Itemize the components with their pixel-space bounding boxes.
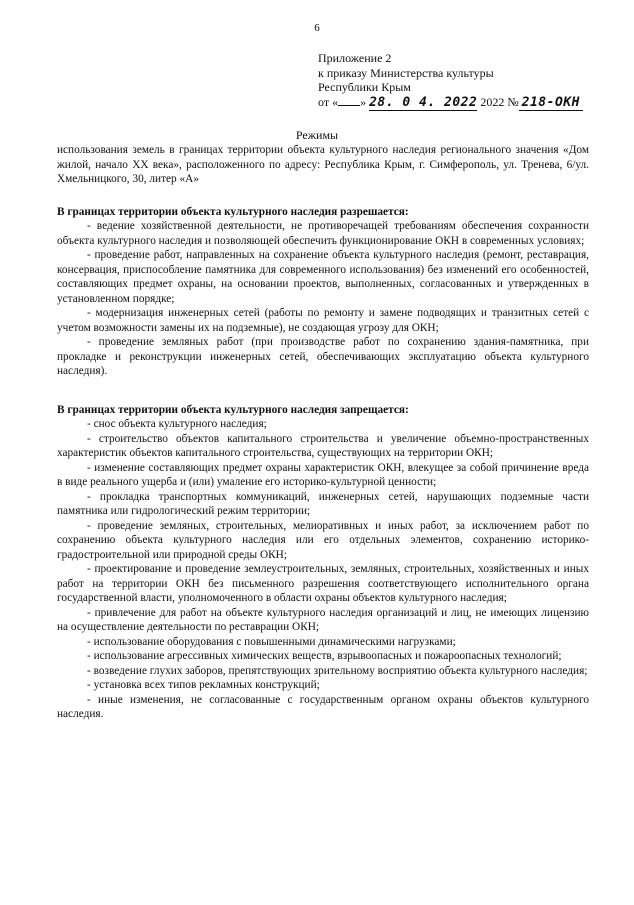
intro-paragraph: использования земель в границах территории объекта культурного наследия регионального значения «Дом жилой, начало XX века», расположенного по адресу: Республика Крым, г. Симферополь, ул. Тренева, 6/ул. Хмельницкого, 30, литер «А» <box>57 144 589 185</box>
page-number: 6 <box>314 22 320 34</box>
allowed-list <box>57 219 589 379</box>
forbidden-item: - возведение глухих заборов, препятствующих зрительному восприятию объекта культурного наследия; <box>87 664 588 677</box>
allowed-item: - ведение хозяйственной деятельности, не противоречащей требованиям обеспечения сохранности объекта культурного наследия и позволяющей обеспечить функционирование ОКН в современных условиях; <box>57 220 589 247</box>
document-title: Режимы <box>295 128 339 142</box>
handwritten-date: 28. 0 4. 2022 <box>369 94 478 110</box>
date-mid: » <box>360 94 367 109</box>
allowed-item: - проведение работ, направленных на сохранение объекта культурного наследия (ремонт, реставрация, консервация, приспособление памятника для современного использования) без изменений его особенностей, составляющих предмет охраны, на основании проектов, выполненных, согласованных и утвержденных в установленном порядке; <box>57 249 589 305</box>
forbidden-item: - привлечение для работ на объекте культурного наследия организаций и лиц, не имеющих лицензию на осуществление деятельности по реставрации ОКН; <box>57 606 589 633</box>
forbidden-item: - строительство объектов капитального строительства и увеличение объемно-пространственных характеристик объектов капитального строительства, существующих на территории ОКН; <box>57 432 589 459</box>
document-body <box>57 143 589 722</box>
appendix-title: Приложение 2 <box>318 51 392 65</box>
appendix-date-line <box>318 95 583 112</box>
handwritten-number: 218-ОКН <box>519 96 583 112</box>
date-prefix: от « <box>318 94 339 109</box>
appendix-order: к приказу Министерства культуры <box>318 65 494 80</box>
forbidden-item: - проектирование и проведение землеустроительных, земляных, строительных, хозяйственных и иных работ на территории ОКН без письменного разрешения соответствующего исполнительного органа государственной власти, уполномоченного в области охраны объектов культурного наследия; <box>57 563 589 604</box>
appendix-republic: Республики Крым <box>318 80 411 94</box>
forbidden-item: - установка всех типов рекламных конструкций; <box>87 679 320 691</box>
allowed-item: - модернизация инженерных сетей (работы по ремонту и замене подводящих и транзитных сетей с учетом возможности замены их на подземные), не создающая угрозу для ОКН; <box>57 307 589 334</box>
forbidden-item: - изменение составляющих предмет охраны характеристик ОКН, влекущее за собой причинение вреда в виде реального ущерба и (или) умаление его историко-культурной ценности; <box>57 461 589 488</box>
forbidden-item: - иные изменения, не согласованные с государственным органом охраны объектов культурного наследия. <box>57 693 589 720</box>
appendix-block <box>318 51 583 111</box>
forbidden-item: - использование оборудования с повышенными динамическими нагрузками; <box>87 635 456 648</box>
forbidden-item: - прокладка транспортных коммуникаций, инженерных сетей, нарушающих подземные части памятника или гидрологический режим территории; <box>57 490 589 517</box>
allowed-item: - проведение земляных работ (при производстве работ по сохранению здания-памятника, при прокладке и реконструкции инженерных сетей, обеспечивающих эксплуатацию объекта культурного наследия). <box>57 336 589 377</box>
year-number: 2022 № <box>480 94 519 109</box>
forbidden-list <box>57 417 589 722</box>
forbidden-item: - использование агрессивных химических веществ, взрывоопасных и пожароопасных технологий; <box>87 650 562 662</box>
forbidden-header: В границах территории объекта культурного наследия запрещается: <box>57 403 409 416</box>
allowed-header: В границах территории объекта культурного наследия разрешается: <box>57 205 409 218</box>
day-blank <box>338 105 360 106</box>
forbidden-item: - проведение земляных, строительных, мелиоративных и иных работ, за исключением работ по сохранению объекта культурного наследия или его отдельных элементов, сохранению историко-градостроительной или природной среды ОКН; <box>57 519 589 561</box>
forbidden-item: - снос объекта культурного наследия; <box>87 418 267 430</box>
